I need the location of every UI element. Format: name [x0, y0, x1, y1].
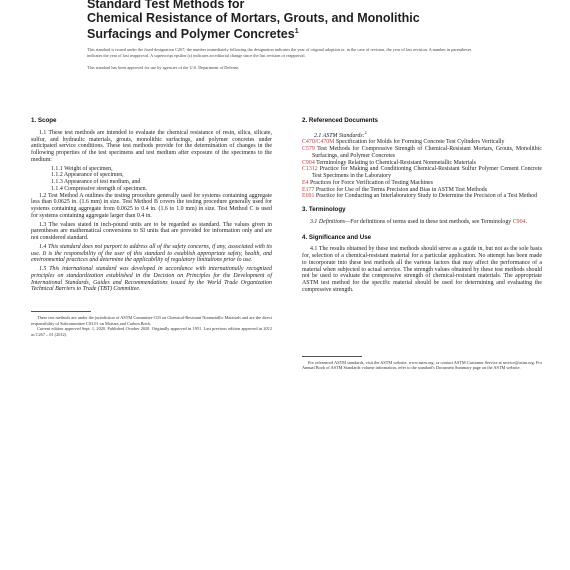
- definitions-label: 3.1 Definitions—: [310, 218, 351, 225]
- reference-code-link[interactable]: C1312: [302, 166, 318, 173]
- reference-title: Practice for Making and Conditioning Chemical-Resistant Sulfur Polymer Cement Concrete Test Specimens in the Laboratory: [312, 166, 542, 180]
- footnote-rule: [302, 356, 362, 357]
- left-column: [31, 118, 272, 337]
- reference-list: [302, 139, 542, 200]
- definitions-text: For definitions of terms used in these test methods, see Terminology: [350, 218, 512, 225]
- reference-code-link[interactable]: E691: [302, 193, 315, 200]
- reference-item: [302, 166, 542, 180]
- reference-code-link[interactable]: C470/C470M: [302, 139, 335, 146]
- astm-standards-lead: [302, 130, 542, 140]
- footnote-rule: [31, 311, 91, 312]
- reference-code-link[interactable]: E177: [302, 186, 315, 193]
- right-column: [302, 118, 542, 371]
- scope-para-1-4: 1.4 This standard does not purport to address all of the safety concerns, if any, associated with its use. It is the responsibility of the user of this standard to establish appropriate safety, health, and environmental practices and determine the applicability of regulatory limitations prior to use.: [31, 243, 272, 264]
- scope-item: 1.1.3 Appearance of test medium, and: [51, 179, 141, 185]
- reference-title: Practice for Use of the Terms Precision and Bias in ASTM Test Methods: [315, 186, 487, 193]
- reference-title: Practice for Conducting an Interlaboratory Study to Determine the Precision of a Test Method: [315, 193, 538, 200]
- reference-code-link[interactable]: C904: [302, 159, 315, 166]
- reference-title: Terminology Relating to Chemical-Resistant Nonmetallic Materials: [316, 159, 476, 166]
- footnote-1: These test methods are under the jurisdiction of ASTM Committee C03 on Chemical-Resistant Nonmetallic Materials and are the direct responsibility of Subcommittee C03.01 on Mortars and Carbon Brick.: [31, 315, 272, 326]
- scope-para-1-1: 1.1 These test methods are intended to evaluate the chemical resistance of resin, silica, silicate, sulfur, and hydraulic materials, grouts, monolithic surfacings, and polymer concretes under anticipated service conditions. These test methods provide for the determination of changes in the following properties of the test specimens and test medium after exposure of the specimens to the medium:: [31, 129, 272, 163]
- scope-item: 1.1.1 Weight of specimen,: [51, 165, 113, 172]
- scope-item: 1.1.4 Compressive strength of specimen.: [51, 185, 148, 192]
- footnote-2: For referenced ASTM standards, visit the ASTM website, www.astm.org, or contact ASTM Customer Service at service@astm.org. For Annual Book of ASTM Standards volume information, refer to the standard's Document Summary page on the ASTM website.: [302, 359, 542, 371]
- reference-title: Specification for Molds for Forming Concrete Test Cylinders Vertically: [335, 139, 505, 146]
- title-line-3: [87, 25, 487, 41]
- footnote-edition: Current edition approved Sept. 1, 2020. Published October 2020. Originally approved in 1951. Last previous edition approved in 2012 as C267 – 01 (2012).: [31, 326, 272, 337]
- terminology-reference-link[interactable]: C904: [512, 218, 526, 225]
- title-line-3-text: Surfacings and Polymer Concretes: [87, 27, 295, 42]
- definitions-end: .: [525, 218, 527, 225]
- reference-item: [302, 180, 542, 187]
- reference-code-link[interactable]: E4: [302, 179, 309, 186]
- approval-note: This standard has been approved for use by agencies of the U.S. Department of Defense.: [87, 64, 240, 70]
- designation-note: This standard is issued under the fixed designation C267; the number immediately following the designation indicates the year of original adoption or, in the case of revision, the year of last revision. A number in parentheses indicates the year of last reapproval. A superscript epsilon (ε) indicates an editorial change since the last revision or reapproval.: [87, 47, 472, 59]
- section-heading-terminology: 3. Terminology: [302, 206, 346, 214]
- scope-para-1-5: 1.5 This international standard was developed in accordance with internationally recognized principles on standardization established in the Decision on Principles for the Development of International Standards, Guides and Recommendations issued by the World Trade Organization Technical Barriers to Trade (TBT) Committee.: [31, 266, 272, 293]
- reference-item: [302, 193, 542, 200]
- astm-standards-lead-text: 2.1 ASTM Standards:: [314, 132, 365, 139]
- reference-title: Test Methods for Compressive Strength of Chemical-Resistant Mortars, Grouts, Monolithic Surfacings, and Polymer Concretes: [312, 146, 542, 159]
- reference-code-link[interactable]: C579: [302, 146, 315, 153]
- title-line-2: Chemical Resistance of Mortars, Grouts, and Monolithic: [87, 11, 420, 25]
- reference-item: [302, 146, 542, 160]
- section-heading-significance: 4. Significance and Use: [302, 233, 372, 241]
- section-heading-scope: 1. Scope: [31, 117, 57, 124]
- title-line-1: Standard Test Methods for: [87, 0, 245, 11]
- terminology-para-3-1: [302, 219, 542, 226]
- scope-para-1-3: 1.3 The values stated in inch-pound units are to be regarded as standard. The values given in parentheses are mathematical conversions to SI units that are provided for information only and are not considered standard.: [31, 221, 272, 241]
- significance-para-4-1: 4.1 The results obtained by these test methods should serve as a guide in, but not as the sole basis for, selection of a chemical-resistant material for a particular application. No attempt has been made to incorporate into these test methods all the various factors that may affect the performance of a material when subjected to actual service. The strength values obtained by these test methods should not be used to evaluate the compressive strength of chemical-resistant materials. The appropriate ASTM test method for the specific material should be used for determining and evaluating the compressive strength.: [302, 246, 542, 293]
- title-block: [87, 0, 487, 71]
- title-footnote-mark: 1: [294, 28, 299, 35]
- section-heading-references: 2. Referenced Documents: [302, 117, 378, 124]
- scope-para-1-2: 1.2 Test Method A outlines the testing procedure generally used for systems containing aggregate less than 0.0625 in. (1.6 mm) in size. Test Method B covers the testing procedure generally used for systems containing aggregate from 0.0625 to 0.4 in. (1.6 to 1.0 mm) in size. Test Method C is used for systems containing aggregate larger than 0.4 in.: [31, 192, 272, 219]
- reference-title: Practices for Force Verification of Testing Machines: [310, 179, 434, 186]
- footnote-mark-2: 2: [364, 129, 367, 135]
- scope-item: 1.1.2 Appearance of specimen,: [51, 172, 124, 179]
